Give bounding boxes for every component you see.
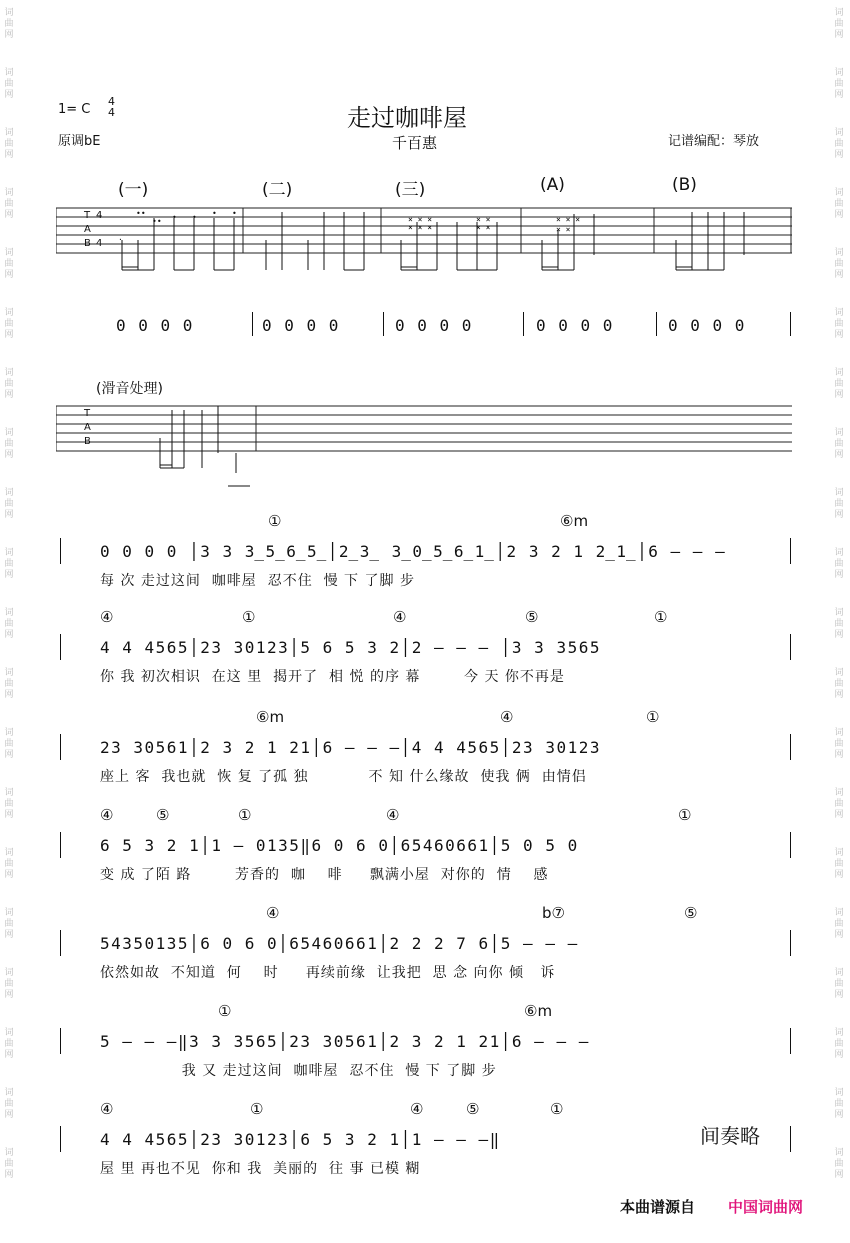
tab1-numbers-2: 0 0 0 0 — [262, 316, 340, 335]
watermark-glyphs: 词 曲 网 — [834, 128, 844, 160]
watermark-glyphs: 词 曲 网 — [834, 968, 844, 1000]
chord-marker: ⑥m — [560, 512, 589, 530]
watermark-glyphs: 词 曲 网 — [4, 68, 14, 100]
watermark-glyphs: 词 曲 网 — [4, 368, 14, 400]
svg-text:4: 4 — [96, 238, 103, 249]
source-label: 本曲谱源自 — [620, 1198, 696, 1216]
watermark-glyphs: 词 曲 网 — [834, 368, 844, 400]
chord-marker: ① — [250, 1100, 264, 1118]
chord-marker: ① — [268, 512, 282, 530]
tab1-numbers-1: 0 0 0 0 — [116, 316, 194, 335]
chord-marker: ① — [646, 708, 660, 726]
svg-text:A: A — [84, 224, 91, 235]
svg-text:••: •• — [152, 217, 162, 226]
section-label: (B) — [672, 175, 697, 195]
section-label: (二) — [262, 180, 293, 200]
svg-text:× ×: × × — [476, 215, 491, 224]
jianpu-notes: 4 4 4565│23 30123│5 6 5 3 2│2 — — — │3 3 3565 — [100, 638, 601, 657]
watermark-glyphs: 词 曲 网 — [834, 428, 844, 460]
watermark-glyphs: 词 曲 网 — [4, 8, 14, 40]
lyrics-line: 我 又 走过这间 咖啡屋 忍不住 慢 下 了脚 步 — [100, 1063, 497, 1079]
svg-text:× ×: × × — [556, 225, 571, 234]
svg-text:B: B — [84, 238, 91, 249]
svg-text:A: A — [84, 422, 91, 433]
jianpu-notes: 5 — — —‖3 3 3565│23 30561│2 3 2 1 21│6 — — — — [100, 1032, 590, 1051]
artist-name: 千百惠 — [392, 134, 438, 152]
jianpu-notes: 0 0 0 0 │3 3 3̲5̲6̲5̲│2̲3̲ 3̲0̲5̲6̲1̲│2 3 2 1 2̲1̲│6 — — — — [100, 542, 727, 561]
watermark-glyphs: 词 曲 网 — [834, 188, 844, 220]
tab1-numbers-4: 0 0 0 0 — [536, 316, 614, 335]
watermark-glyphs: 词 曲 网 — [4, 908, 14, 940]
watermark-glyphs: 词 曲 网 — [4, 608, 14, 640]
chord-marker: ⑤ — [684, 904, 698, 922]
lyrics-line: 每 次 走过这间 咖啡屋 忍不住 慢 下 了脚 步 — [100, 573, 415, 589]
svg-text:T: T — [84, 408, 91, 419]
watermark-glyphs: 词 曲 网 — [4, 548, 14, 580]
chord-marker: ④ — [386, 806, 400, 824]
svg-text:•: • — [212, 209, 217, 218]
svg-text:·: · — [118, 235, 123, 244]
watermark-glyphs: 词 曲 网 — [834, 548, 844, 580]
watermark-glyphs: 词 曲 网 — [834, 248, 844, 280]
watermark-glyphs: 词 曲 网 — [4, 1088, 14, 1120]
watermark-glyphs: 词 曲 网 — [4, 248, 14, 280]
watermark-glyphs: 词 曲 网 — [4, 848, 14, 880]
watermark-glyphs: 词 曲 网 — [4, 1028, 14, 1060]
watermark-glyphs: 词 曲 网 — [4, 728, 14, 760]
watermark-glyphs: 词 曲 网 — [834, 308, 844, 340]
chord-marker: ① — [678, 806, 692, 824]
chord-marker: ④ — [100, 806, 114, 824]
lyrics-line: 屋 里 再也不见 你和 我 美丽的 往 事 已模 糊 — [100, 1161, 421, 1177]
section-label: (一) — [118, 180, 149, 200]
svg-text:T: T — [84, 210, 91, 221]
watermark-glyphs: 词 曲 网 — [834, 608, 844, 640]
chord-marker: b⑦ — [542, 904, 565, 922]
lyrics-line: 你 我 初次相识 在这 里 揭开了 相 悦 的序 幕 今 天 你不再是 — [100, 669, 565, 685]
watermark-glyphs: 词 曲 网 — [834, 848, 844, 880]
slide-label: (滑音处理) — [96, 381, 163, 397]
section-label: (A) — [540, 175, 565, 195]
guitar-tab-staff-2 — [56, 398, 792, 498]
chord-marker: ⑥m — [524, 1002, 553, 1020]
lyrics-line: 变 成 了陌 路 芳香的 咖 啡 飘满小屋 对你的 情 感 — [100, 867, 549, 883]
chord-marker: ① — [242, 608, 256, 626]
tab1-numbers-5: 0 0 0 0 — [668, 316, 746, 335]
chord-marker: ④ — [266, 904, 280, 922]
watermark-glyphs: 词 曲 网 — [834, 488, 844, 520]
time-signature: 4 4 — [108, 95, 115, 119]
tab1-numbers-3: 0 0 0 0 — [395, 316, 473, 335]
watermark-glyphs: 词 曲 网 — [834, 1088, 844, 1120]
watermark-glyphs: 词 曲 网 — [4, 968, 14, 1000]
lyrics-line: 依然如故 不知道 何 时 再续前缘 让我把 思 念 向你 倾 诉 — [100, 965, 556, 981]
key-signature: 1= C — [58, 102, 91, 117]
chord-marker: ④ — [100, 608, 114, 626]
chord-marker: ④ — [100, 1100, 114, 1118]
section-label: (三) — [395, 180, 426, 200]
jianpu-notes: 54350135│6 0 6 0│65460661│2 2 2 7 6│5 — — — — [100, 934, 579, 953]
svg-text:× × ×: × × × — [408, 215, 433, 224]
watermark-glyphs: 词 曲 网 — [4, 188, 14, 220]
chord-marker: ④ — [500, 708, 514, 726]
svg-text:•: • — [192, 213, 197, 222]
svg-text:4: 4 — [96, 210, 103, 221]
chord-marker: ④ — [410, 1100, 424, 1118]
jianpu-notes: 6 5 3 2 1│1 — 0135‖6 0 6 0│65460661│5 0 5 0 — [100, 836, 579, 855]
svg-text:× ×: × × — [476, 223, 491, 232]
watermark-glyphs: 词 曲 网 — [834, 788, 844, 820]
watermark-glyphs: 词 曲 网 — [4, 308, 14, 340]
watermark-glyphs: 词 曲 网 — [834, 8, 844, 40]
svg-text:••: •• — [136, 209, 146, 218]
watermark-glyphs: 词 曲 网 — [4, 788, 14, 820]
svg-text:× × ×: × × × — [556, 215, 581, 224]
original-key: 原调bE — [58, 134, 101, 149]
jianpu-notes: 4 4 4565│23 30123│6 5 3 2 1│1 — — —‖ — [100, 1130, 501, 1149]
chord-marker: ⑥m — [256, 708, 285, 726]
chord-marker: ⑤ — [525, 608, 539, 626]
svg-text:•: • — [172, 213, 177, 222]
watermark-glyphs: 词 曲 网 — [834, 1028, 844, 1060]
svg-text:B: B — [84, 436, 91, 447]
chord-marker: ① — [550, 1100, 564, 1118]
svg-text:•: • — [232, 209, 237, 218]
watermark-glyphs: 词 曲 网 — [4, 488, 14, 520]
svg-text:× × ×: × × × — [408, 223, 433, 232]
interlude-note: 间奏略 — [700, 1124, 760, 1148]
watermark-glyphs: 词 曲 网 — [834, 728, 844, 760]
watermark-glyphs: 词 曲 网 — [4, 1148, 14, 1180]
site-brand[interactable]: 中国词曲网 — [728, 1198, 804, 1216]
watermark-glyphs: 词 曲 网 — [834, 668, 844, 700]
chord-marker: ① — [218, 1002, 232, 1020]
chord-marker: ⑤ — [156, 806, 170, 824]
song-title: 走过咖啡屋 — [347, 104, 467, 132]
jianpu-notes: 23 30561│2 3 2 1 21│6 — — —│4 4 4565│23 30123 — [100, 738, 601, 757]
chord-marker: ⑤ — [466, 1100, 480, 1118]
watermark-glyphs: 词 曲 网 — [834, 908, 844, 940]
watermark-glyphs: 词 曲 网 — [4, 428, 14, 460]
guitar-tab-staff-1 — [56, 200, 792, 280]
arranger-credit: 记谱编配：琴放 — [668, 134, 760, 149]
watermark-glyphs: 词 曲 网 — [834, 1148, 844, 1180]
chord-marker: ① — [238, 806, 252, 824]
lyrics-line: 座上 客 我也就 恢 复 了孤 独 不 知 什么缘故 使我 俩 由情侣 — [100, 769, 587, 785]
chord-marker: ④ — [393, 608, 407, 626]
watermark-glyphs: 词 曲 网 — [834, 68, 844, 100]
watermark-glyphs: 词 曲 网 — [4, 668, 14, 700]
chord-marker: ① — [654, 608, 668, 626]
watermark-glyphs: 词 曲 网 — [4, 128, 14, 160]
